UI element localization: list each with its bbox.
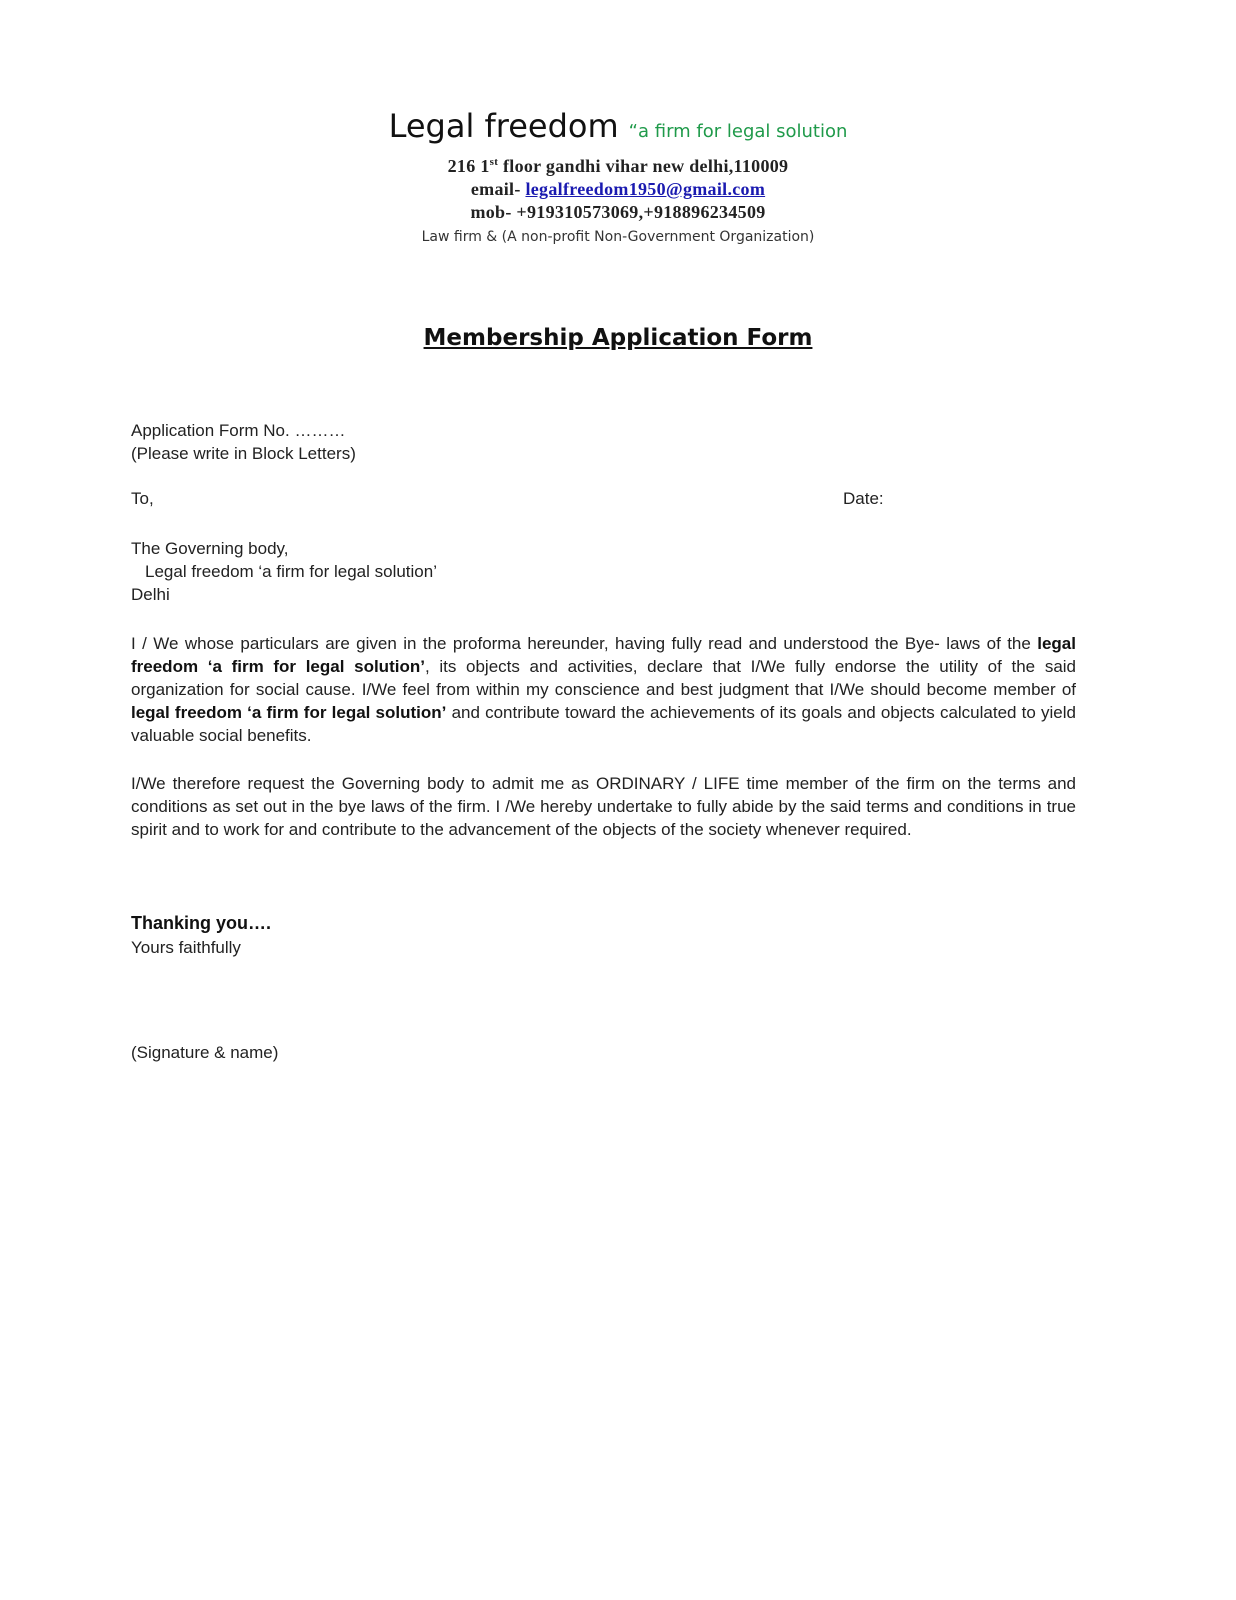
yours-faithfully: Yours faithfully (131, 938, 241, 957)
email-line (0, 178, 1236, 201)
address-sup: st (489, 156, 499, 168)
firm-name-line (0, 104, 1236, 155)
page-title: Membership Application Form (423, 325, 813, 351)
recipient-line-1: The Governing body, (131, 539, 289, 558)
declaration-paragraph (131, 632, 1076, 747)
to-label: To, (131, 489, 154, 508)
request-paragraph: I/We therefore request the Governing body to admit me as ORDINARY / LIFE time member of the firm on the terms and conditions as set out in the bye laws of the firm. I /We hereby undertake to fully abide by the said terms and conditions in true spirit and to work for and contribute to the advancement of the objects of the society whenever required. (131, 774, 1076, 839)
email-link[interactable]: legalfreedom1950@gmail.com (525, 179, 766, 199)
block-letters-instruction: (Please write in Block Letters) (131, 444, 356, 463)
letterhead (0, 104, 1236, 250)
address-rest: floor gandhi vihar new delhi,110009 (498, 156, 789, 176)
p1-text-c: , its objects and activities, declare that I/We fully endorse the utility of the said organization for social cause. I/We feel from within my conscience and best judgment that I/We should become member of (131, 657, 1076, 699)
application-number: Application Form No. ……… (131, 421, 346, 440)
address-prefix: 216 1 (447, 156, 490, 176)
address (0, 155, 1236, 178)
recipient-line-3: Delhi (131, 585, 170, 604)
firm-tagline: “a firm for legal solution (628, 121, 848, 142)
signature-line: (Signature & name) (131, 1043, 279, 1062)
p1-text-e: and contribute toward the achievements of its goals and objects calculated to yield valuable social benefits. (131, 703, 1076, 745)
p1-firm-name-2: legal freedom ‘a firm for legal solution’ (131, 703, 447, 722)
thanking-line: Thanking you…. (131, 913, 272, 933)
mobile-line: mob- +919310573069,+918896234509 (470, 202, 766, 222)
recipient-line-2: Legal freedom ‘a firm for legal solution’ (145, 562, 437, 581)
p1-firm-name-1: legal freedom ‘a firm for legal solution’ (131, 634, 1076, 676)
email-label: email- (470, 179, 526, 199)
firm-name: Legal freedom (388, 107, 619, 145)
date-label: Date: (843, 489, 884, 508)
p1-text-a: I / We whose particulars are given in the proforma hereunder, having fully read and understood the Bye- laws of the (131, 634, 1038, 653)
org-type: Law firm & (A non-profit Non-Government Organization) (421, 229, 815, 245)
